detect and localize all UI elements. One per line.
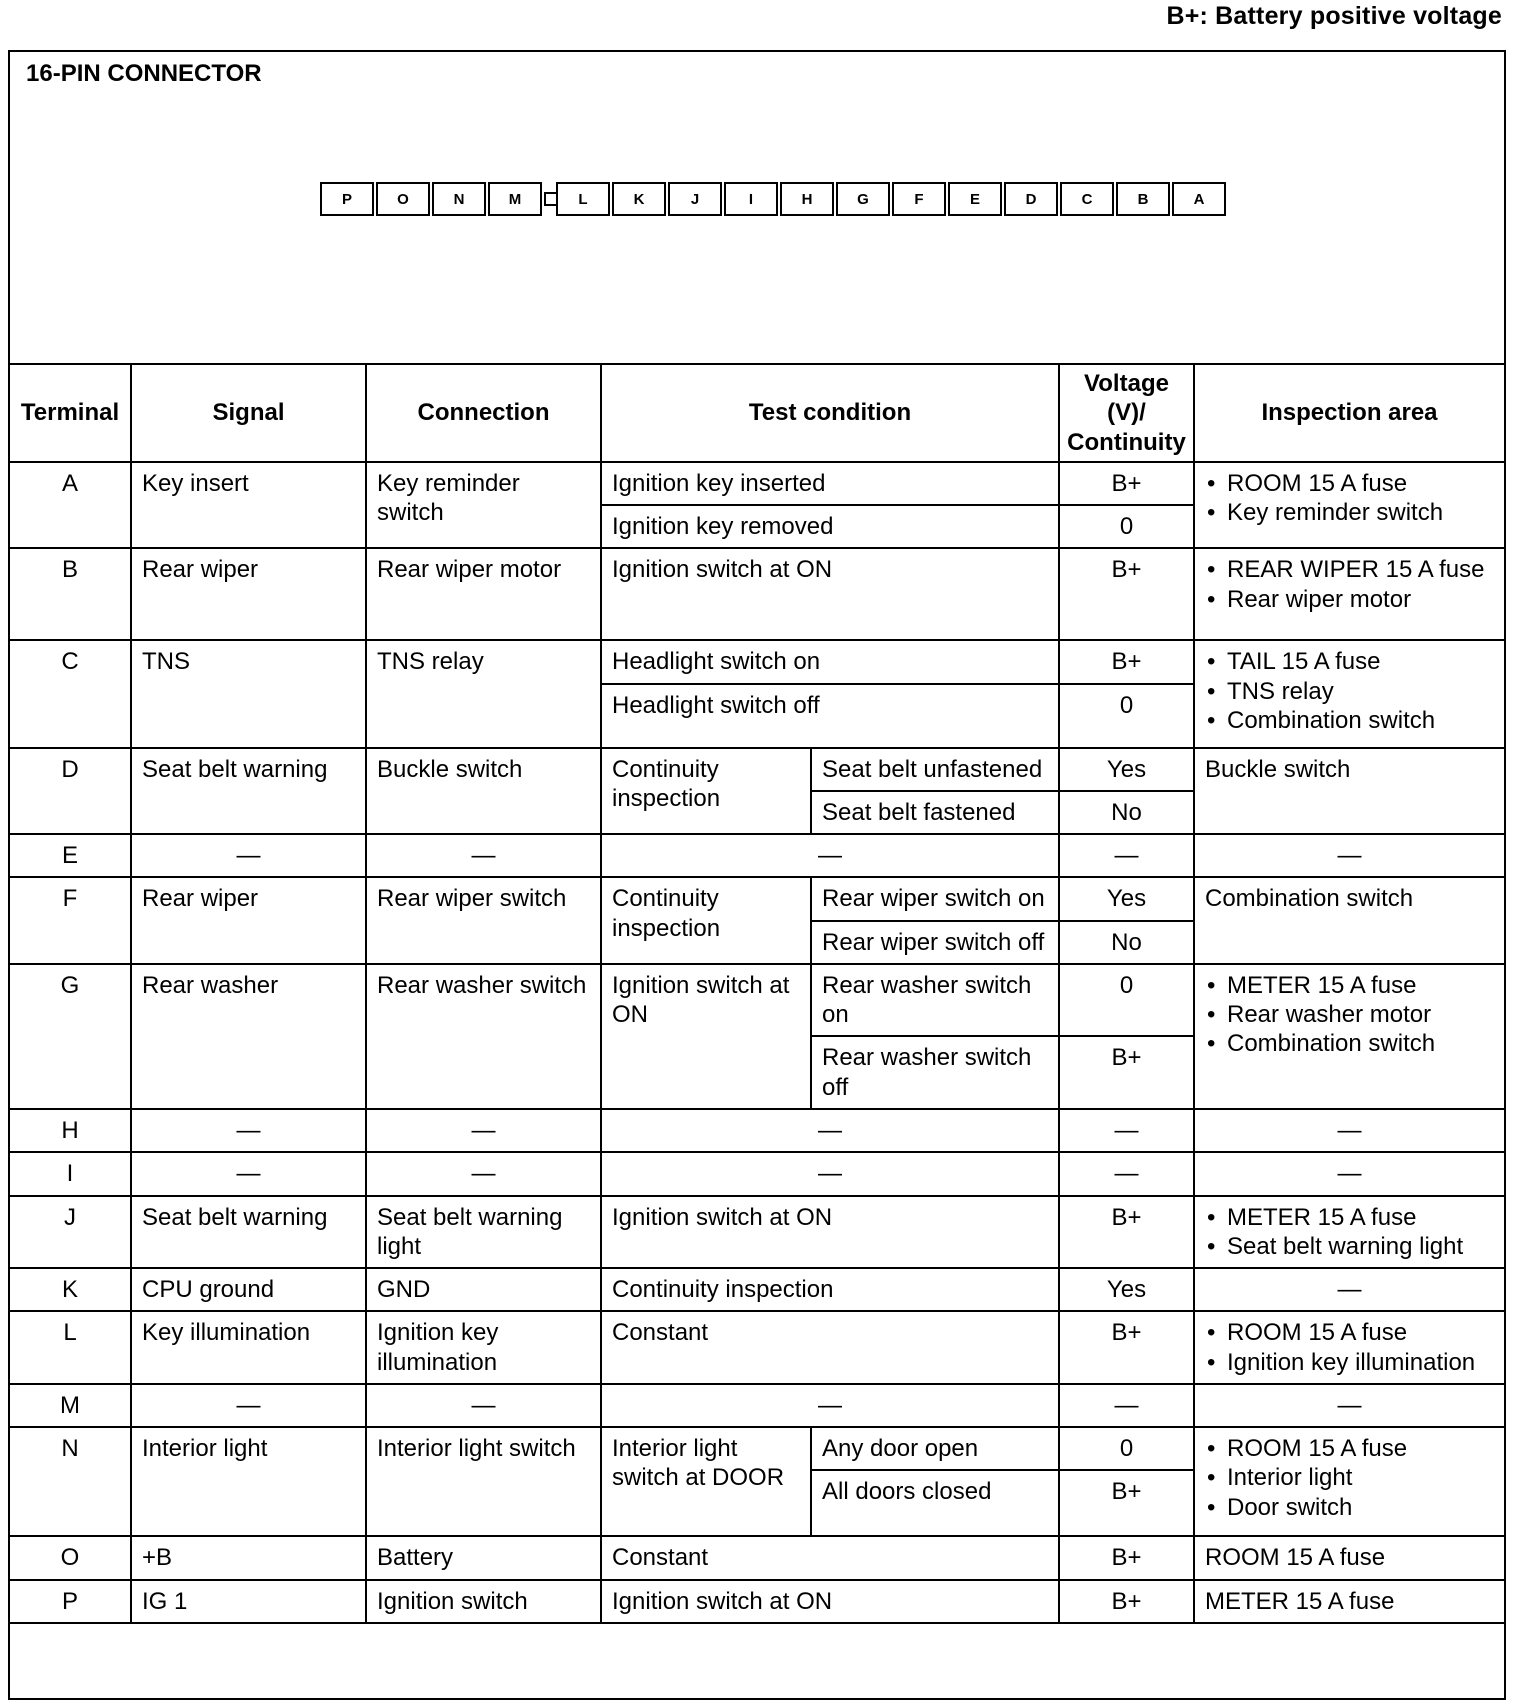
voltage-cell: B+ <box>1059 462 1194 505</box>
terminal-cell: N <box>10 1427 131 1536</box>
test-condition-cell: — <box>601 834 1059 877</box>
voltage-cell: — <box>1059 1152 1194 1195</box>
inspection-cell <box>1194 1196 1504 1269</box>
table-row <box>10 1311 1504 1384</box>
test-condition-cell: Ignition switch at ON <box>601 1580 1059 1623</box>
terminal-cell: B <box>10 548 131 640</box>
test-condition-cell: Headlight switch on <box>601 640 1059 683</box>
voltage-cell: B+ <box>1059 1196 1194 1269</box>
test-condition-main-cell: Continuity inspection <box>601 748 811 835</box>
test-condition-sub-cell: Rear washer switch off <box>811 1036 1059 1109</box>
test-condition-cell: — <box>601 1109 1059 1152</box>
connection-cell: Ignition switch <box>366 1580 601 1623</box>
inspection-item: • Rear wiper motor <box>1205 585 1494 614</box>
connection-cell: Key reminder switch <box>366 462 601 549</box>
voltage-cell: No <box>1059 921 1194 964</box>
terminal-cell: L <box>10 1311 131 1384</box>
voltage-cell: 0 <box>1059 505 1194 548</box>
inspection-cell: — <box>1194 1268 1504 1311</box>
connection-cell: — <box>366 1152 601 1195</box>
inspection-item: • Combination switch <box>1205 706 1494 735</box>
connection-cell: — <box>366 834 601 877</box>
test-condition-sub-cell: Rear washer switch on <box>811 964 1059 1037</box>
connector-pin-strip <box>320 182 1226 216</box>
inspection-item: • Key reminder switch <box>1205 498 1494 527</box>
inspection-item: • METER 15 A fuse <box>1205 1203 1494 1232</box>
table-row <box>10 748 1504 791</box>
table-row <box>10 1427 1504 1470</box>
table-row <box>10 834 1504 877</box>
connection-cell: TNS relay <box>366 640 601 747</box>
inspection-item: • ROOM 15 A fuse <box>1205 1318 1494 1347</box>
table-row <box>10 1536 1504 1579</box>
test-condition-cell: Ignition switch at ON <box>601 548 1059 640</box>
connector-pin: G <box>836 182 890 216</box>
connection-cell: — <box>366 1384 601 1427</box>
connector-pin: A <box>1172 182 1226 216</box>
table-row <box>10 877 1504 920</box>
signal-cell: Key insert <box>131 462 366 549</box>
signal-cell: Seat belt warning <box>131 748 366 835</box>
inspection-cell: Buckle switch <box>1194 748 1504 835</box>
test-condition-cell: Continuity inspection <box>601 1268 1059 1311</box>
terminal-cell: P <box>10 1580 131 1623</box>
connection-cell: Interior light switch <box>366 1427 601 1536</box>
table-row <box>10 1109 1504 1152</box>
inspection-item: • ROOM 15 A fuse <box>1205 469 1494 498</box>
signal-cell: Rear wiper <box>131 877 366 964</box>
col-header-signal: Signal <box>131 365 366 462</box>
terminal-cell: F <box>10 877 131 964</box>
table-row <box>10 964 1504 1037</box>
voltage-cell: Yes <box>1059 1268 1194 1311</box>
table-row <box>10 1152 1504 1195</box>
voltage-cell: — <box>1059 834 1194 877</box>
connector-spec-sheet <box>8 50 1506 1700</box>
signal-cell: Key illumination <box>131 1311 366 1384</box>
inspection-item: • ROOM 15 A fuse <box>1205 1434 1494 1463</box>
terminal-cell: A <box>10 462 131 549</box>
inspection-item: • Ignition key illumination <box>1205 1348 1494 1377</box>
connector-pin: O <box>376 182 430 216</box>
col-header-inspection-area: Inspection area <box>1194 365 1504 462</box>
signal-cell: Rear washer <box>131 964 366 1109</box>
voltage-cell: B+ <box>1059 1580 1194 1623</box>
connection-cell: Battery <box>366 1536 601 1579</box>
voltage-cell: 0 <box>1059 684 1194 748</box>
inspection-cell <box>1194 1427 1504 1536</box>
table-row <box>10 462 1504 505</box>
connector-pin: C <box>1060 182 1114 216</box>
connection-cell: — <box>366 1109 601 1152</box>
connector-title: 16-PIN CONNECTOR <box>26 60 262 87</box>
signal-cell: Rear wiper <box>131 548 366 640</box>
connector-pin: H <box>780 182 834 216</box>
connector-pin: L <box>556 182 610 216</box>
signal-cell: Interior light <box>131 1427 366 1536</box>
table-row <box>10 640 1504 683</box>
col-header-voltage-line1: Voltage (V)/ <box>1084 370 1169 427</box>
inspection-item: • METER 15 A fuse <box>1205 971 1494 1000</box>
terminal-cell: K <box>10 1268 131 1311</box>
voltage-legend: B+: Battery positive voltage <box>1166 2 1502 30</box>
terminal-cell: G <box>10 964 131 1109</box>
terminal-cell: I <box>10 1152 131 1195</box>
test-condition-sub-cell: All doors closed <box>811 1470 1059 1536</box>
inspection-cell: Combination switch <box>1194 877 1504 964</box>
voltage-cell: Yes <box>1059 748 1194 791</box>
terminal-cell: E <box>10 834 131 877</box>
test-condition-cell: Headlight switch off <box>601 684 1059 748</box>
connector-pin: D <box>1004 182 1058 216</box>
inspection-cell <box>1194 462 1504 549</box>
voltage-cell: B+ <box>1059 1470 1194 1536</box>
table-row <box>10 1268 1504 1311</box>
test-condition-cell: — <box>601 1384 1059 1427</box>
connection-cell: Buckle switch <box>366 748 601 835</box>
voltage-cell: B+ <box>1059 1536 1194 1579</box>
inspection-cell <box>1194 640 1504 747</box>
terminal-spec-table <box>10 365 1504 1624</box>
connection-cell: Rear wiper switch <box>366 877 601 964</box>
inspection-cell <box>1194 548 1504 640</box>
terminal-cell: D <box>10 748 131 835</box>
signal-cell: — <box>131 1152 366 1195</box>
voltage-cell: B+ <box>1059 548 1194 640</box>
test-condition-cell: Constant <box>601 1536 1059 1579</box>
col-header-terminal: Terminal <box>10 365 131 462</box>
terminal-cell: C <box>10 640 131 747</box>
test-condition-cell: Ignition key inserted <box>601 462 1059 505</box>
test-condition-sub-cell: Any door open <box>811 1427 1059 1470</box>
col-header-voltage-line2: Continuity <box>1067 428 1186 456</box>
col-header-test-condition: Test condition <box>601 365 1059 462</box>
inspection-item: • Interior light <box>1205 1463 1494 1492</box>
connector-pin: I <box>724 182 778 216</box>
connection-cell: Seat belt warning light <box>366 1196 601 1269</box>
inspection-item: • TNS relay <box>1205 677 1494 706</box>
table-row <box>10 1384 1504 1427</box>
table-row <box>10 548 1504 640</box>
terminal-cell: O <box>10 1536 131 1579</box>
connection-cell: Rear washer switch <box>366 964 601 1109</box>
test-condition-cell: Ignition switch at ON <box>601 1196 1059 1269</box>
voltage-cell: — <box>1059 1384 1194 1427</box>
terminal-cell: J <box>10 1196 131 1269</box>
test-condition-sub-cell: Seat belt fastened <box>811 791 1059 834</box>
test-condition-cell: Constant <box>601 1311 1059 1384</box>
signal-cell: — <box>131 1384 366 1427</box>
connector-pin: F <box>892 182 946 216</box>
voltage-cell: 0 <box>1059 1427 1194 1470</box>
voltage-cell: B+ <box>1059 1311 1194 1384</box>
test-condition-cell: Ignition key removed <box>601 505 1059 548</box>
terminal-cell: H <box>10 1109 131 1152</box>
signal-cell: — <box>131 1109 366 1152</box>
inspection-cell <box>1194 1311 1504 1384</box>
inspection-cell <box>1194 964 1504 1109</box>
test-condition-sub-cell: Seat belt unfastened <box>811 748 1059 791</box>
connector-pin: N <box>432 182 486 216</box>
inspection-cell: ROOM 15 A fuse <box>1194 1536 1504 1579</box>
voltage-cell: 0 <box>1059 964 1194 1037</box>
table-header-row <box>10 365 1504 462</box>
connector-pin: E <box>948 182 1002 216</box>
inspection-item: • Combination switch <box>1205 1029 1494 1058</box>
test-condition-sub-cell: Rear wiper switch off <box>811 921 1059 964</box>
voltage-cell: Yes <box>1059 877 1194 920</box>
voltage-cell: B+ <box>1059 640 1194 683</box>
connector-pin: K <box>612 182 666 216</box>
connection-cell: Rear wiper motor <box>366 548 601 640</box>
inspection-item: • Rear washer motor <box>1205 1000 1494 1029</box>
voltage-cell: — <box>1059 1109 1194 1152</box>
col-header-voltage <box>1059 365 1194 462</box>
signal-cell: Seat belt warning <box>131 1196 366 1269</box>
connection-cell: GND <box>366 1268 601 1311</box>
test-condition-sub-cell: Rear wiper switch on <box>811 877 1059 920</box>
inspection-item: • Seat belt warning light <box>1205 1232 1494 1261</box>
signal-cell: +B <box>131 1536 366 1579</box>
connection-cell: Ignition key illumination <box>366 1311 601 1384</box>
voltage-cell: B+ <box>1059 1036 1194 1109</box>
inspection-cell: — <box>1194 834 1504 877</box>
inspection-cell: METER 15 A fuse <box>1194 1580 1504 1623</box>
col-header-connection: Connection <box>366 365 601 462</box>
inspection-item: • REAR WIPER 15 A fuse <box>1205 555 1494 584</box>
signal-cell: TNS <box>131 640 366 747</box>
test-condition-cell: — <box>601 1152 1059 1195</box>
connector-pin: P <box>320 182 374 216</box>
test-condition-main-cell: Continuity inspection <box>601 877 811 964</box>
connector-pin: B <box>1116 182 1170 216</box>
inspection-item: • Door switch <box>1205 1493 1494 1522</box>
inspection-cell: — <box>1194 1109 1504 1152</box>
test-condition-main-cell: Interior light switch at DOOR <box>601 1427 811 1536</box>
inspection-cell: — <box>1194 1384 1504 1427</box>
terminal-cell: M <box>10 1384 131 1427</box>
inspection-cell: — <box>1194 1152 1504 1195</box>
signal-cell: — <box>131 834 366 877</box>
table-row <box>10 1196 1504 1269</box>
inspection-item: • TAIL 15 A fuse <box>1205 647 1494 676</box>
connector-pin: J <box>668 182 722 216</box>
connector-diagram-panel <box>10 52 1504 365</box>
table-row <box>10 1580 1504 1623</box>
signal-cell: CPU ground <box>131 1268 366 1311</box>
signal-cell: IG 1 <box>131 1580 366 1623</box>
test-condition-main-cell: Ignition switch at ON <box>601 964 811 1109</box>
connector-pin: M <box>488 182 542 216</box>
voltage-cell: No <box>1059 791 1194 834</box>
